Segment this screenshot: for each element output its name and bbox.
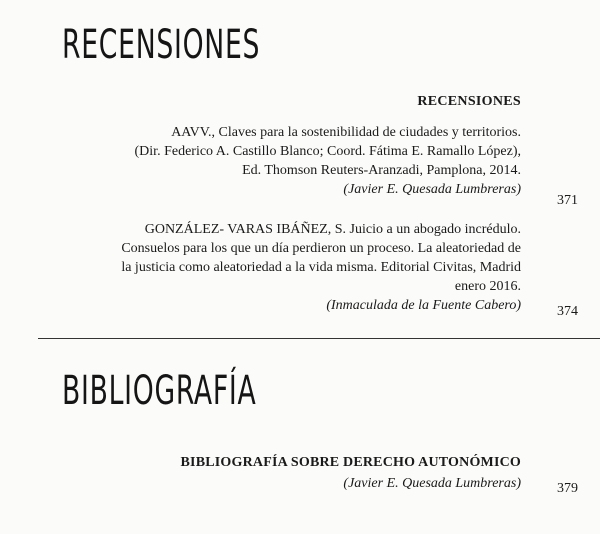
toc-entry: [135, 123, 521, 199]
toc-entry: [343, 474, 521, 493]
section-divider: [38, 338, 600, 339]
entry-title-line: GONZÁLEZ- VARAS IBÁÑEZ, S. Juicio a un abogado incrédulo.: [144, 222, 521, 237]
entry-author: (Javier E. Quesada Lumbreras): [343, 182, 521, 197]
entry-title-line: (Dir. Federico A. Castillo Blanco; Coord. Fátima E. Ramallo López),: [134, 144, 521, 159]
entry-page-number: 379: [557, 481, 578, 496]
entry-title-line: Ed. Thomson Reuters-Aranzadi, Pamplona, 2014.: [242, 163, 521, 178]
entry-title-line: Consuelos para los que un día perdieron un proceso. La aleatoriedad de: [121, 241, 521, 256]
section-heading-recensiones: RECENSIONES: [62, 22, 261, 68]
section-heading-bibliografia: BIBLIOGRAFÍA: [62, 368, 257, 414]
toc-entry: [121, 220, 521, 315]
entry-page-number: 374: [557, 304, 578, 319]
entry-title-line: enero 2016.: [454, 279, 521, 294]
entry-author: (Inmaculada de la Fuente Cabero): [326, 298, 521, 313]
entry-page-number: 371: [557, 193, 578, 208]
entry-title-line: la justicia como aleatoriedad a la vida misma. Editorial Civitas, Madrid: [121, 260, 521, 275]
entry-author: (Javier E. Quesada Lumbreras): [343, 476, 521, 491]
entry-title-bibliografia: BIBLIOGRAFÍA SOBRE DERECHO AUTONÓMICO: [180, 455, 521, 470]
entry-title-line: AAVV., Claves para la sostenibilidad de ciudades y territorios.: [171, 125, 521, 140]
subsection-heading-recensiones: RECENSIONES: [417, 94, 521, 109]
